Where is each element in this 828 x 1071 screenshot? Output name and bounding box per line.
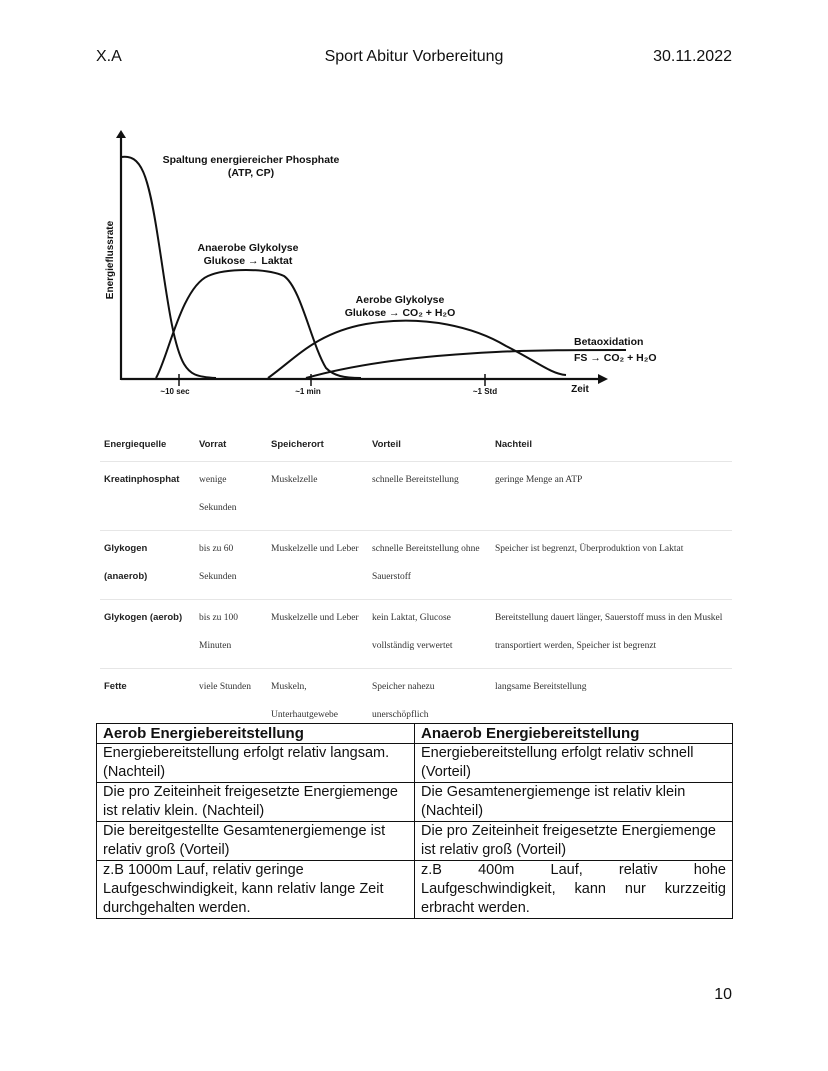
curve-aerob [268, 321, 566, 378]
y-axis-arrow [116, 130, 126, 138]
x-axis-label: Zeit [571, 384, 589, 395]
table-cell [195, 600, 267, 669]
series-label: Glukose → Laktat [203, 255, 293, 267]
table-row [100, 531, 732, 600]
table-row [97, 744, 733, 783]
cell-line: Fette [104, 681, 127, 692]
page-number: 10 [714, 986, 732, 1003]
cell-line: wenige [199, 475, 227, 485]
table-cell [491, 462, 732, 531]
x-tick-label: ~1 Std [472, 387, 498, 396]
cell-line: geringe Menge an ATP [495, 475, 583, 485]
cell-line: transportiert werden, Speicher ist begrenzt [495, 641, 657, 651]
curve-anaerob [156, 270, 361, 378]
table-cell: Die bereitgestellte Gesamtenergiemenge ist relativ groß (Vorteil) [97, 822, 415, 861]
cell-line: Kreatinphosphat [104, 474, 180, 485]
table-cell [368, 600, 491, 669]
column-header: Vorteil [372, 439, 401, 450]
table-row [97, 861, 733, 919]
series-label: FS → CO₂ + H₂O [574, 352, 657, 364]
table-cell: z.B 400m Lauf, relativ hohe Laufgeschwindigkeit, kann nur kurzzeitig erbracht werden. [415, 861, 733, 919]
cell-line: bis zu 100 [199, 613, 239, 623]
series-label: Anaerobe Glykolyse [197, 242, 299, 254]
cell-line: bis zu 60 [199, 544, 234, 554]
table-row [100, 462, 732, 531]
cell-line: (anaerob) [104, 571, 148, 582]
table-row [97, 783, 733, 822]
cell-line: Speicher ist begrenzt, Überproduktion von Laktat [495, 544, 684, 554]
cell-line: Unterhautgewebe [271, 710, 338, 720]
cell-line: unerschöpflich [372, 710, 429, 720]
cell-line: Minuten [199, 641, 232, 651]
column-header: Vorrat [199, 439, 227, 450]
table-cell [491, 531, 732, 600]
cell-line: Glykogen (aerob) [104, 612, 183, 623]
column-header: Speicherort [271, 439, 324, 450]
series-label: Aerobe Glykolyse [355, 294, 445, 306]
cell-line: langsame Bereitstellung [495, 682, 587, 692]
cell-line: Sekunden [199, 572, 237, 582]
table-cell [267, 531, 368, 600]
table-cell [267, 600, 368, 669]
table-cell [368, 531, 491, 600]
table-cell: Die pro Zeiteinheit freigesetzte Energiemenge ist relativ groß (Vorteil) [415, 822, 733, 861]
cell-line: viele Stunden [199, 682, 251, 692]
table-cell: z.B 1000m Lauf, relativ geringe Laufgeschwindigkeit, kann relativ lange Zeit durchgehalten werden. [97, 861, 415, 919]
header-title: Sport Abitur Vorbereitung [324, 48, 504, 65]
cell-line: vollständig verwertet [372, 641, 453, 651]
table-cell [267, 462, 368, 531]
y-axis-label: Energieflussrate [105, 220, 116, 300]
energy-source-table [100, 428, 732, 737]
cell-line: Sauerstoff [372, 572, 411, 582]
header-date: 30.11.2022 [653, 48, 732, 65]
comparison-table [96, 723, 733, 919]
table-cell [491, 600, 732, 669]
cell-line: Bereitstellung dauert länger, Sauerstoff muss in den Muskel [495, 613, 723, 623]
header-left: X.A [96, 48, 122, 65]
table-cell [100, 462, 195, 531]
cell-line: Muskelzelle und Leber [271, 544, 359, 554]
x-tick-label: ~10 sec [160, 387, 190, 396]
column-header: Aerob Energiebereitstellung [97, 724, 415, 744]
table-row [100, 600, 732, 669]
cell-line: schnelle Bereitstellung ohne [372, 544, 480, 554]
series-label: Betaoxidation [574, 336, 644, 348]
table-cell [100, 600, 195, 669]
table-cell [195, 462, 267, 531]
table-cell: Die Gesamtenergiemenge ist relativ klein (Nachteil) [415, 783, 733, 822]
table-cell [100, 531, 195, 600]
cell-line: Sekunden [199, 503, 237, 513]
series-label: Spaltung energiereicher Phosphate [162, 154, 340, 166]
table-row [97, 822, 733, 861]
table-cell: Die pro Zeiteinheit freigesetzte Energiemenge ist relativ klein. (Nachteil) [97, 783, 415, 822]
cell-line: Glykogen [104, 543, 148, 554]
series-label: Glukose → CO₂ + H₂O [344, 307, 456, 319]
cell-line: schnelle Bereitstellung [372, 475, 459, 485]
column-header: Anaerob Energiebereitstellung [415, 724, 733, 744]
series-label: (ATP, CP) [227, 167, 275, 179]
cell-line: Muskelzelle und Leber [271, 613, 359, 623]
table-cell: Energiebereitstellung erfolgt relativ langsam. (Nachteil) [97, 744, 415, 783]
cell-line: kein Laktat, Glucose [372, 613, 451, 623]
cell-line: Speicher nahezu [372, 682, 435, 692]
energy-chart [96, 128, 716, 413]
table-cell [195, 531, 267, 600]
column-header: Nachteil [495, 439, 532, 450]
cell-line: Muskeln, [271, 682, 307, 692]
table-cell: Energiebereitstellung erfolgt relativ schnell (Vorteil) [415, 744, 733, 783]
column-header: Energiequelle [104, 439, 167, 450]
table-cell [368, 462, 491, 531]
x-tick-label: ~1 min [295, 387, 321, 396]
cell-line: Muskelzelle [271, 475, 318, 485]
x-axis-arrow [598, 374, 608, 384]
